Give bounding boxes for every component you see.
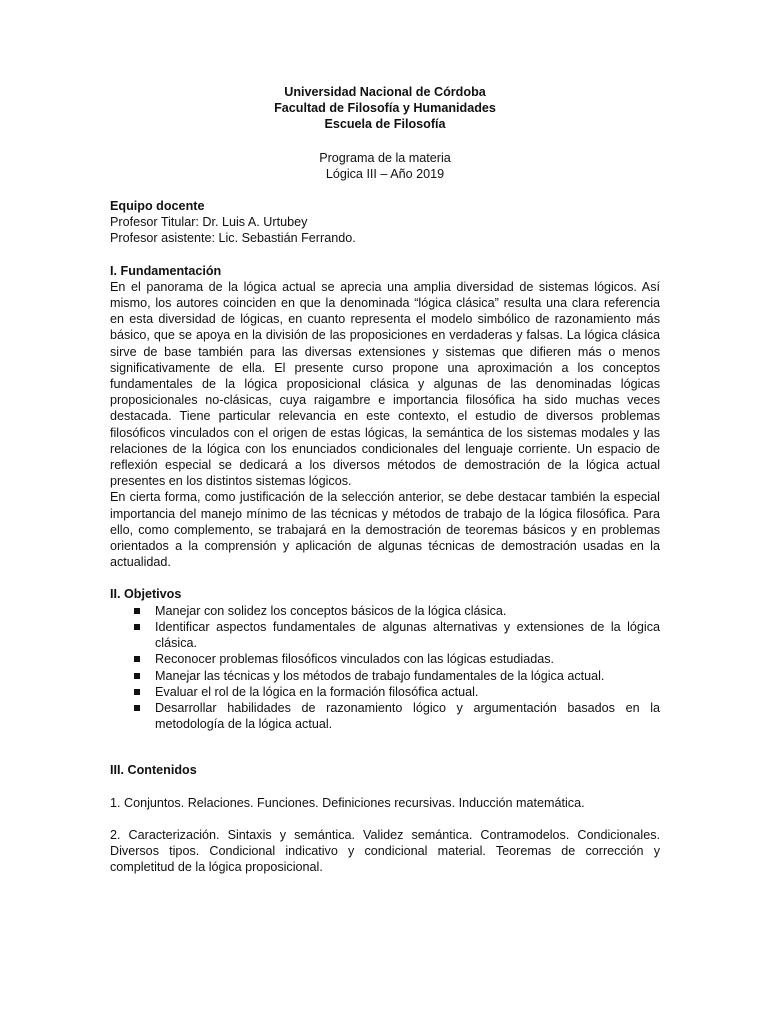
objetivos-list (110, 603, 660, 733)
objective-text: Desarrollar habilidades de razonamiento lógico y argumentación basados en la metodología de la lógica actual. (155, 700, 660, 732)
list-item (110, 619, 660, 651)
team-member: Profesor asistente: Lic. Sebastián Ferrando. (110, 231, 356, 246)
list-item (110, 700, 660, 732)
objective-text: Manejar las técnicas y los métodos de trabajo fundamentales de la lógica actual. (155, 668, 605, 683)
objetivos-title: II. Objetivos (110, 587, 182, 602)
square-bullet-icon (134, 656, 140, 662)
school-name: Escuela de Filosofía (324, 117, 446, 132)
square-bullet-icon (134, 689, 140, 695)
list-item (110, 684, 660, 700)
square-bullet-icon (134, 608, 140, 614)
team-member: Profesor Titular: Dr. Luis A. Urtubey (110, 215, 308, 230)
fundamentacion-paragraph: En cierta forma, como justificación de la selección anterior, se debe destacar también la especial importancia del manejo mínimo de las técnicas y métodos de trabajo de la lógica filosófica. Para ello, como complemento, se trabajará en la demostración de teoremas básicos y en problemas orientados a la comprensión y aplicación de algunas técnicas de demostración usadas en la actualidad. (110, 490, 660, 570)
objective-text: Identificar aspectos fundamentales de algunas alternativas y extensiones de la lógica clásica. (155, 619, 660, 651)
program-line-2: Lógica III – Año 2019 (325, 166, 445, 181)
document-page (110, 84, 660, 875)
contenidos-section (110, 762, 660, 875)
document-header (110, 84, 660, 133)
square-bullet-icon (134, 673, 140, 679)
teaching-team-title: Equipo docente (110, 199, 205, 214)
square-bullet-icon (134, 705, 140, 711)
university-name: Universidad Nacional de Córdoba (284, 85, 486, 99)
list-item (110, 651, 660, 667)
program-line-1: Programa de la materia (319, 150, 451, 165)
teaching-team-section (110, 198, 660, 247)
objective-text: Evaluar el rol de la lógica en la formación filosófica actual. (155, 684, 479, 699)
list-item (110, 603, 660, 619)
objective-text: Reconocer problemas filosóficos vinculados con las lógicas estudiadas. (155, 652, 555, 667)
fundamentacion-paragraph: En el panorama de la lógica actual se aprecia una amplia diversidad de sistemas lógicos. Así mismo, los autores coinciden en que la denominada “lógica clásica” resulta una clara referencia en esta diversidad de lógicas, en cuanto representa el modelo simbólico de razonamiento más básico, que se apoya en la división de las proposiciones en verdaderas y falsas. La lógica clásica sirve de base también para las diversas extensiones y sistemas que difieren más o menos significativamente de ella. El presente curso propone una aproximación a los conceptos fundamentales de la lógica proposicional clásica y algunas de las denominadas lógicas proposicionales no-clásicas, cuya raigambre e importancia filosófica ha sido muchas veces destacada. Tiene particular relevancia en este contexto, el estudio de diversos problemas filosóficos vinculados con el origen de estas lógicas, la semántica de los sistemas modales y las relaciones de la lógica con los enunciados condicionales del lenguaje corriente. Un espacio de reflexión especial se dedicará a los diversos métodos de demostración de la lógica actual presentes en los distintos sistemas lógicos. (110, 279, 660, 489)
objetivos-section (110, 586, 660, 732)
fundamentacion-title: I. Fundamentación (110, 263, 222, 278)
fundamentacion-section (110, 263, 660, 571)
content-unit: 2. Caracterización. Sintaxis y semántica. Validez semántica. Contramodelos. Condicionales. Diversos tipos. Condicional indicativo y condicional material. Teoremas de corrección y completitud de la lógica proposicional. (110, 827, 660, 875)
objective-text: Manejar con solidez los conceptos básicos de la lógica clásica. (155, 603, 507, 618)
contenidos-title: III. Contenidos (110, 763, 197, 778)
program-heading (110, 150, 660, 182)
faculty-name: Facultad de Filosofía y Humanidades (274, 101, 496, 116)
content-unit: 1. Conjuntos. Relaciones. Funciones. Definiciones recursivas. Inducción matemática. (110, 795, 585, 810)
list-item (110, 668, 660, 684)
square-bullet-icon (134, 624, 140, 630)
